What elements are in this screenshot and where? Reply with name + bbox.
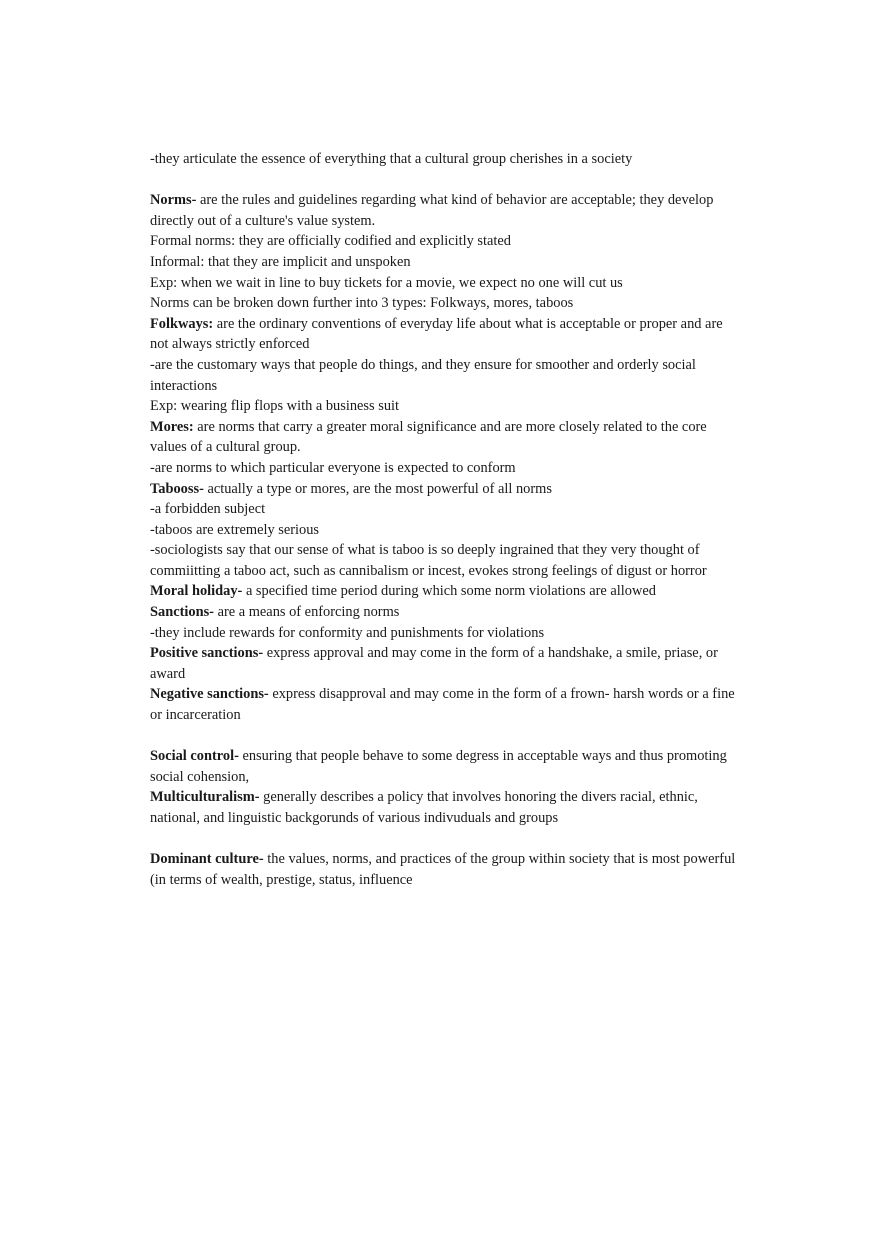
- definition-entry: [150, 581, 740, 602]
- text-line: -they articulate the essence of everything that a cultural group cherishes in a society: [150, 151, 633, 167]
- definition-text: express disapproval and may come in the form of a frown- harsh words or a fine or incarceration: [150, 686, 735, 724]
- definition-text: are the ordinary conventions of everyday life about what is acceptable or proper and are not always strictly enforced: [150, 315, 723, 353]
- definition-text: ensuring that people behave to some degress in acceptable ways and thus promoting social cohension,: [150, 748, 727, 785]
- definition-text: actually a type or mores, are the most powerful of all norms: [203, 480, 552, 497]
- document-body: [150, 149, 740, 890]
- definition-text: are norms that carry a greater moral significance and are more closely related to the core values of a cultural group.: [150, 418, 707, 456]
- definition-entry: [150, 190, 740, 231]
- definition-text: express approval and may come in the form of a handshake, a smile, priase, or award: [150, 645, 718, 682]
- text-line: -are norms to which particular everyone is expected to conform: [150, 459, 516, 476]
- text-line: -sociologists say that our sense of what is taboo is so deeply ingrained that they very thought of commiitting a taboo act, such as cannibalism or incest, evokes strong feelings of digust or horror: [150, 542, 707, 579]
- definition-text: are a means of enforcing norms: [213, 604, 400, 621]
- text-line: -taboos are extremely serious: [150, 521, 320, 538]
- text-line: Norms can be broken down further into 3 types: Folkways, mores, taboos: [150, 295, 574, 312]
- definition-entry: [150, 314, 740, 355]
- definition-term: Social control-: [150, 748, 239, 765]
- definition-term: Negative sanctions-: [150, 686, 269, 703]
- definition-entry: [150, 417, 740, 458]
- definition-entry: [150, 602, 740, 623]
- definition-term: Tabooss-: [150, 480, 204, 497]
- text-line: -they include rewards for conformity and punishments for violations: [150, 624, 545, 641]
- definition-term: Norms-: [150, 192, 197, 209]
- definition-term: Positive sanctions-: [150, 645, 264, 662]
- definition-text: are the rules and guidelines regarding what kind of behavior are acceptable; they develop directly out of a culture's value system.: [150, 192, 714, 229]
- text-line: Exp: when we wait in line to buy tickets for a movie, we expect no one will cut us: [150, 274, 623, 291]
- text-line: -are the customary ways that people do things, and they ensure for smoother and orderly social interactions: [150, 356, 696, 394]
- definition-term: Dominant culture-: [150, 851, 264, 868]
- definition-term: Sanctions-: [150, 604, 214, 621]
- definition-term: Mores:: [150, 418, 194, 435]
- paragraph-spacer: [150, 829, 740, 850]
- definition-entry: [150, 849, 740, 890]
- definition-entry: [150, 746, 740, 787]
- definition-term: Multiculturalism-: [150, 789, 260, 806]
- definition-text: a specified time period during which some norm violations are allowed: [242, 583, 656, 600]
- definition-entry: [150, 787, 740, 828]
- text-line: Formal norms: they are officially codified and explicitly stated: [150, 233, 511, 250]
- definition-entry: [150, 684, 740, 725]
- definition-text: the values, norms, and practices of the group within society that is most powerful (in terms of wealth, prestige, status, influence: [150, 851, 736, 888]
- definition-entry: [150, 643, 740, 684]
- text-line: Informal: that they are implicit and unspoken: [150, 253, 411, 270]
- definition-entry: [150, 479, 740, 500]
- paragraph-spacer: [150, 726, 740, 747]
- definition-term: Folkways:: [150, 315, 214, 332]
- text-line: Exp: wearing flip flops with a business suit: [150, 398, 400, 415]
- definition-text: generally describes a policy that involves honoring the divers racial, ethnic, national, and linguistic backgorunds of various indivuduals and groups: [150, 789, 698, 826]
- definition-term: Moral holiday-: [150, 583, 243, 600]
- paragraph-spacer: [150, 170, 740, 191]
- text-line: -a forbidden subject: [150, 501, 266, 518]
